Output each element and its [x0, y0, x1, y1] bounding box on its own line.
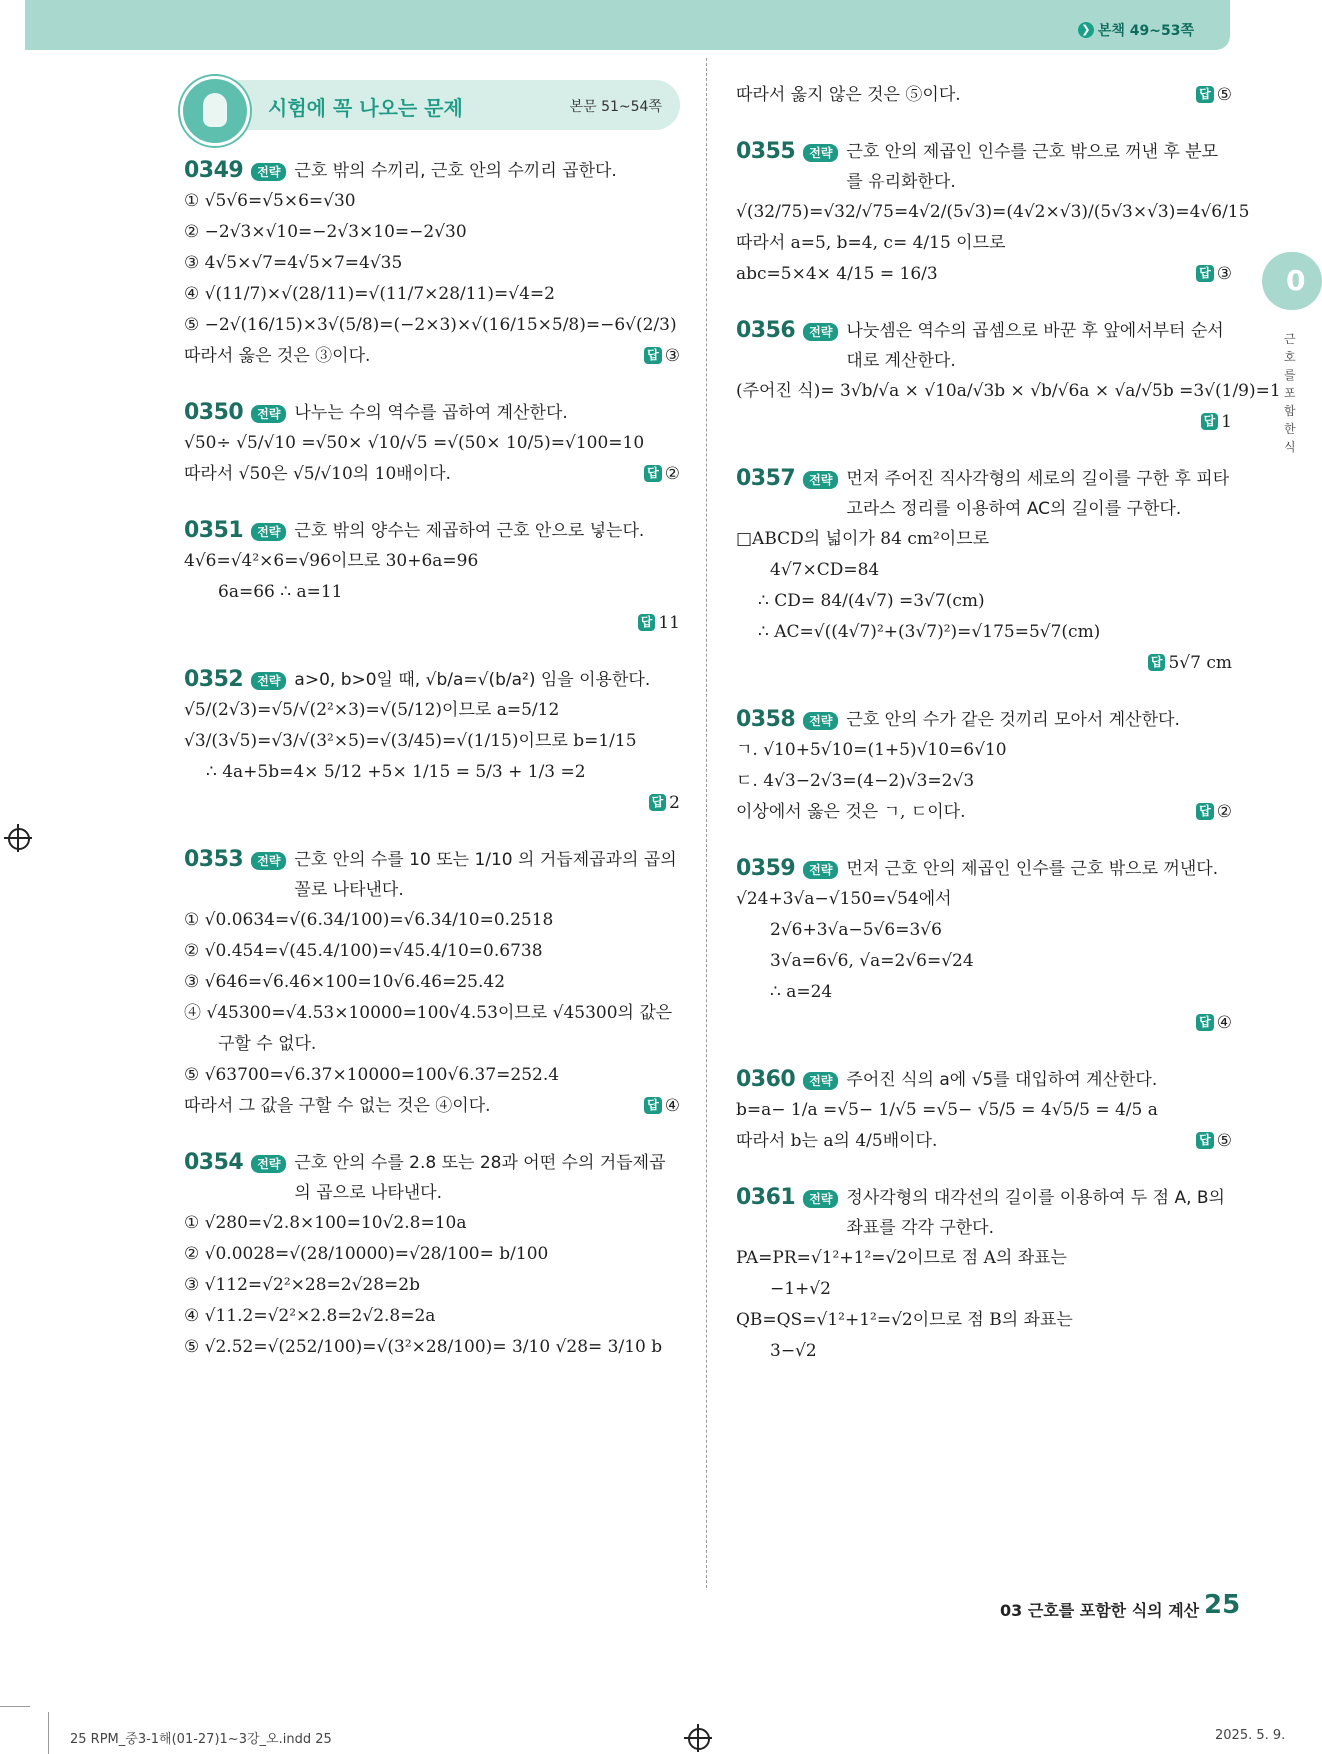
answer-row: [184, 788, 680, 819]
strategy-tag: 전략: [803, 1190, 838, 1208]
left-problem-list: [184, 156, 680, 1363]
answer-label-icon: 답: [1196, 803, 1214, 820]
strategy-text: 먼저 근호 안의 제곱인 인수를 근호 밖으로 꺼낸다.: [846, 859, 1219, 879]
answer-row: [736, 407, 1232, 438]
strategy-tag: 전략: [803, 471, 838, 489]
problem-header: [736, 464, 1232, 524]
problem-number: 0357: [736, 466, 796, 491]
problem-block: [184, 665, 680, 819]
strategy-text: 근호 안의 수를 10 또는 1/10 의 거듭제곱과의 곱의 꼴로 나타낸다.: [294, 850, 677, 900]
strategy-tag: 전략: [251, 672, 286, 690]
strategy-text: 정사각형의 대각선의 길이를 이용하여 두 점 A, B의 좌표를 각각 구한다.: [846, 1188, 1225, 1238]
problem-header: [736, 1183, 1232, 1243]
answer-row: [736, 648, 1232, 679]
chapter-tab-number: 0: [1286, 264, 1306, 297]
problem-block: [184, 156, 680, 372]
arrow-icon: ❯: [1078, 22, 1094, 38]
solution-line: ⑤ √63700=√6.37×10000=100√6.37=252.4: [184, 1065, 560, 1085]
answer-label-icon: 답: [644, 347, 662, 364]
strategy-tag: 전략: [251, 163, 286, 181]
solution-line: 4√6=√4²×6=√96이므로 30+6a=96: [184, 551, 479, 571]
problem-block: [736, 80, 1232, 111]
solution-line: 구할 수 없다.: [218, 1034, 317, 1054]
solution-line: QB=QS=√1²+1²=√2이므로 점 B의 좌표는: [736, 1310, 1073, 1330]
solution-line: 2√6+3√a−5√6=3√6: [770, 920, 942, 940]
problem-number: 0350: [184, 400, 244, 425]
answer-label-icon: 답: [649, 794, 667, 811]
strategy-tag: 전략: [803, 144, 838, 162]
solution-line: ∴ AC=√((4√7)²+(3√7)²)=√175=5√7(cm): [758, 622, 1101, 642]
registration-mark-icon: [688, 1728, 710, 1750]
answer: [644, 459, 680, 490]
answer-value: 1: [1221, 412, 1232, 432]
answer: [649, 788, 680, 819]
solution-line: (주어진 식)= 3√b/√a × √10a/√3b × √b/√6a × √a/√5b =3√(1/9)=1: [736, 381, 1281, 401]
section-banner: [194, 80, 680, 130]
problem-number: 0359: [736, 856, 796, 881]
answer-label-icon: 답: [1201, 413, 1219, 430]
problem-header: [184, 665, 680, 695]
strategy-text: 근호 안의 수를 2.8 또는 28과 어떤 수의 거듭제곱의 곱으로 나타낸다.: [294, 1153, 666, 1203]
problem-number: 0355: [736, 139, 796, 164]
strategy-text: a>0, b>0일 때, √b/a=√(b/a²) 임을 이용한다.: [294, 670, 651, 690]
book-reference-text: 본책 49~53쪽: [1097, 23, 1194, 39]
problem-block: [736, 137, 1250, 290]
problem-header: [736, 854, 1232, 884]
solution-line: ㄷ. 4√3−2√3=(4−2)√3=2√3: [736, 771, 975, 791]
top-bar: [25, 0, 1230, 50]
problem-header: [736, 1065, 1232, 1095]
solution-line: √50÷ √5/√10 =√50× √10/√5 =√(50× 10/5)=√100=10: [184, 433, 645, 453]
answer: [1196, 259, 1232, 290]
problem-header: [184, 845, 680, 905]
solution-line: ∴ a=24: [770, 982, 833, 1002]
problem-number: 0361: [736, 1185, 796, 1210]
answer-row: [736, 797, 1232, 828]
conclusion-text: 따라서 b는 a의 4/5배이다.: [736, 1131, 938, 1151]
column-divider: [706, 58, 707, 1588]
solution-line: √3/(3√5)=√3/√(3²×5)=√(3/45)=√(1/15)이므로 b=1/15: [184, 731, 637, 751]
problem-number: 0349: [184, 158, 244, 183]
strategy-tag: 전략: [803, 323, 838, 341]
strategy-text: 근호 밖의 양수는 제곱하여 근호 안으로 넣는다.: [294, 521, 645, 541]
strategy-text: 나눗셈은 역수의 곱셈으로 바꾼 후 앞에서부터 순서대로 계산한다.: [846, 321, 1224, 371]
problem-header: [736, 705, 1232, 735]
problem-block: [184, 845, 680, 1122]
solution-line: ⑤ √2.52=√(252/100)=√(3²×28/100)= 3/10 √28= 3/10 b: [184, 1337, 663, 1357]
problem-header: [736, 316, 1232, 376]
problem-block: [736, 1183, 1232, 1367]
problem-header: [184, 398, 680, 428]
right-problem-list: [736, 80, 1281, 1367]
solution-line: √24+3√a−√150=√54에서: [736, 889, 952, 909]
print-slug: 25 RPM_중3-1해(01-27)1~3강_오.indd 25: [70, 1732, 332, 1747]
answer-value: ④: [1216, 1013, 1232, 1033]
print-date: 2025. 5. 9.: [1215, 1728, 1286, 1743]
left-column: [184, 80, 680, 1389]
problem-block: [736, 705, 1232, 828]
strategy-tag: 전략: [251, 523, 286, 541]
conclusion-text: 따라서 옳은 것은 ③이다.: [184, 346, 371, 366]
answer-row: [184, 1091, 680, 1122]
problem-block: [184, 1148, 680, 1363]
strategy-text: 나누는 수의 역수를 곱하여 계산한다.: [294, 403, 568, 423]
problem-number: 0356: [736, 318, 796, 343]
mascot-icon: [180, 76, 250, 146]
strategy-tag: 전략: [803, 712, 838, 730]
solution-line: ② √0.0028=√(28/10000)=√28/100= b/100: [184, 1244, 549, 1264]
conclusion-text: 따라서 옳지 않은 것은 ⑤이다.: [736, 85, 961, 105]
answer-label-icon: 답: [644, 465, 662, 482]
banner-reference: 본문 51~54쪽: [569, 99, 662, 115]
problem-block: [184, 398, 680, 490]
answer-row: [736, 1008, 1232, 1039]
answer-value: 11: [658, 613, 680, 633]
answer-label-icon: 답: [1148, 654, 1166, 671]
solution-line: ∴ 4a+5b=4× 5/12 +5× 1/15 = 5/3 + 1/3 =2: [206, 762, 586, 782]
solution-line: ④ √11.2=√2²×2.8=2√2.8=2a: [184, 1306, 436, 1326]
answer: [1196, 1008, 1232, 1039]
answer-row: [736, 80, 1232, 111]
solution-line: □ABCD의 넓이가 84 cm²이므로: [736, 529, 990, 549]
answer: [644, 1091, 680, 1122]
strategy-text: 근호 안의 수가 같은 것끼리 모아서 계산한다.: [846, 710, 1180, 730]
strategy-tag: 전략: [803, 1072, 838, 1090]
solution-line: 6a=66 ∴ a=11: [218, 582, 343, 602]
solution-line: ④ √(11/7)×√(28/11)=√(11/7×28/11)=√4=2: [184, 284, 555, 304]
solution-line: 따라서 a=5, b=4, c= 4/15 이므로: [736, 233, 1006, 253]
solution-line: √5/(2√3)=√5/√(2²×3)=√(5/12)이므로 a=5/12: [184, 700, 560, 720]
answer-value: ②: [664, 464, 680, 484]
solution-line: ③ √112=√2²×28=2√28=2b: [184, 1275, 420, 1295]
problem-number: 0352: [184, 667, 244, 692]
problem-header: [736, 137, 1232, 197]
strategy-tag: 전략: [803, 861, 838, 879]
solution-line: ② √0.454=√(45.4/100)=√45.4/10=0.6738: [184, 941, 543, 961]
solution-line: ① √0.0634=√(6.34/100)=√6.34/10=0.2518: [184, 910, 554, 930]
answer: [1196, 80, 1232, 111]
answer: [1148, 648, 1232, 679]
answer-label-icon: 답: [1196, 1132, 1214, 1149]
strategy-tag: 전략: [251, 852, 286, 870]
solution-line: 3√a=6√6, √a=2√6=√24: [770, 951, 974, 971]
answer-label-icon: 답: [1196, 86, 1214, 103]
book-reference: [1078, 20, 1194, 40]
strategy-text: 먼저 주어진 직사각형의 세로의 길이를 구한 후 피타고라스 정리를 이용하여 AC의 길이를 구한다.: [846, 469, 1230, 519]
solution-line: 3−√2: [770, 1341, 817, 1361]
conclusion-text: abc=5×4× 4/15 = 16/3: [736, 264, 938, 284]
strategy-tag: 전략: [251, 1155, 286, 1173]
conclusion-text: 이상에서 옳은 것은 ㄱ, ㄷ이다.: [736, 802, 966, 822]
solution-line: ② −2√3×√10=−2√3×10=−2√30: [184, 222, 467, 242]
solution-line: −1+√2: [770, 1279, 831, 1299]
problem-number: 0358: [736, 707, 796, 732]
banner-title: 시험에 꼭 나오는 문제: [268, 96, 463, 120]
answer-row: [184, 608, 680, 639]
solution-line: ㄱ. √10+5√10=(1+5)√10=6√10: [736, 740, 1007, 760]
problem-block: [736, 316, 1281, 438]
solution-line: ④ √45300=√4.53×10000=100√4.53이므로 √45300의 값은: [184, 1003, 673, 1023]
strategy-text: 근호 밖의 수끼리, 근호 안의 수끼리 곱한다.: [294, 161, 617, 181]
conclusion-text: 따라서 그 값을 구할 수 없는 것은 ④이다.: [184, 1096, 491, 1116]
solution-line: b=a− 1/a =√5− 1/√5 =√5− √5/5 = 4√5/5 = 4/5 a: [736, 1100, 1158, 1120]
answer-row: [736, 259, 1232, 290]
problem-number: 0353: [184, 847, 244, 872]
answer-value: 2: [669, 793, 680, 813]
problem-header: [184, 156, 680, 186]
problem-header: [184, 516, 680, 546]
chapter-tab: [1262, 252, 1322, 310]
answer-label-icon: 답: [638, 614, 656, 631]
chapter-side-text: 근호를포함한식: [1284, 332, 1296, 454]
answer: [638, 608, 680, 639]
answer-value: ③: [1216, 264, 1232, 284]
answer-row: [184, 341, 680, 372]
conclusion-text: 따라서 √50은 √5/√10의 10배이다.: [184, 464, 451, 484]
answer-row: [736, 1126, 1232, 1157]
problem-number: 0354: [184, 1150, 244, 1175]
answer-row: [184, 459, 680, 490]
answer: [1196, 797, 1232, 828]
right-column: [736, 80, 1281, 1393]
solution-line: ③ √646=√6.46×100=10√6.46=25.42: [184, 972, 506, 992]
answer-value: ②: [1216, 802, 1232, 822]
crop-mark: [0, 1706, 30, 1707]
crop-mark: [48, 1712, 49, 1754]
solution-line: ① √280=√2.8×100=10√2.8=10a: [184, 1213, 467, 1233]
strategy-tag: 전략: [251, 405, 286, 423]
solution-line: PA=PR=√1²+1²=√2이므로 점 A의 좌표는: [736, 1248, 1067, 1268]
page-number: 25: [1204, 1590, 1241, 1620]
answer: [1196, 1126, 1232, 1157]
chapter-footer-title: 03 근호를 포함한 식의 계산: [1000, 1601, 1200, 1620]
problem-number: 0351: [184, 518, 244, 543]
problem-header: [184, 1148, 680, 1208]
problem-block: [736, 854, 1232, 1039]
solution-line: ① √5√6=√5×6=√30: [184, 191, 356, 211]
answer-value: ③: [664, 346, 680, 366]
solution-line: √(32/75)=√32/√75=4√2/(5√3)=(4√2×√3)/(5√3×√3)=4√6/15: [736, 202, 1250, 222]
solution-line: ③ 4√5×√7=4√5×7=4√35: [184, 253, 403, 273]
solution-line: ∴ CD= 84/(4√7) =3√7(cm): [758, 591, 985, 611]
answer-value: ⑤: [1216, 1131, 1232, 1151]
strategy-text: 근호 안의 제곱인 인수를 근호 밖으로 꺼낸 후 분모를 유리화한다.: [846, 142, 1219, 192]
problem-number: 0360: [736, 1067, 796, 1092]
solution-line: 4√7×CD=84: [770, 560, 880, 580]
answer-label-icon: 답: [1196, 265, 1214, 282]
solution-line: ⑤ −2√(16/15)×3√(5/8)=(−2×3)×√(16/15×5/8)=−6√(2/3): [184, 315, 677, 335]
problem-block: [736, 1065, 1232, 1157]
answer-value: 5√7 cm: [1168, 653, 1232, 673]
answer: [644, 341, 680, 372]
answer-value: ④: [664, 1096, 680, 1116]
answer-label-icon: 답: [644, 1097, 662, 1114]
answer: [1201, 407, 1232, 438]
answer-value: ⑤: [1216, 85, 1232, 105]
answer-label-icon: 답: [1196, 1014, 1214, 1031]
strategy-text: 주어진 식의 a에 √5를 대입하여 계산한다.: [846, 1070, 1158, 1090]
problem-block: [184, 516, 680, 639]
registration-mark-icon: [8, 828, 30, 850]
problem-block: [736, 464, 1232, 679]
